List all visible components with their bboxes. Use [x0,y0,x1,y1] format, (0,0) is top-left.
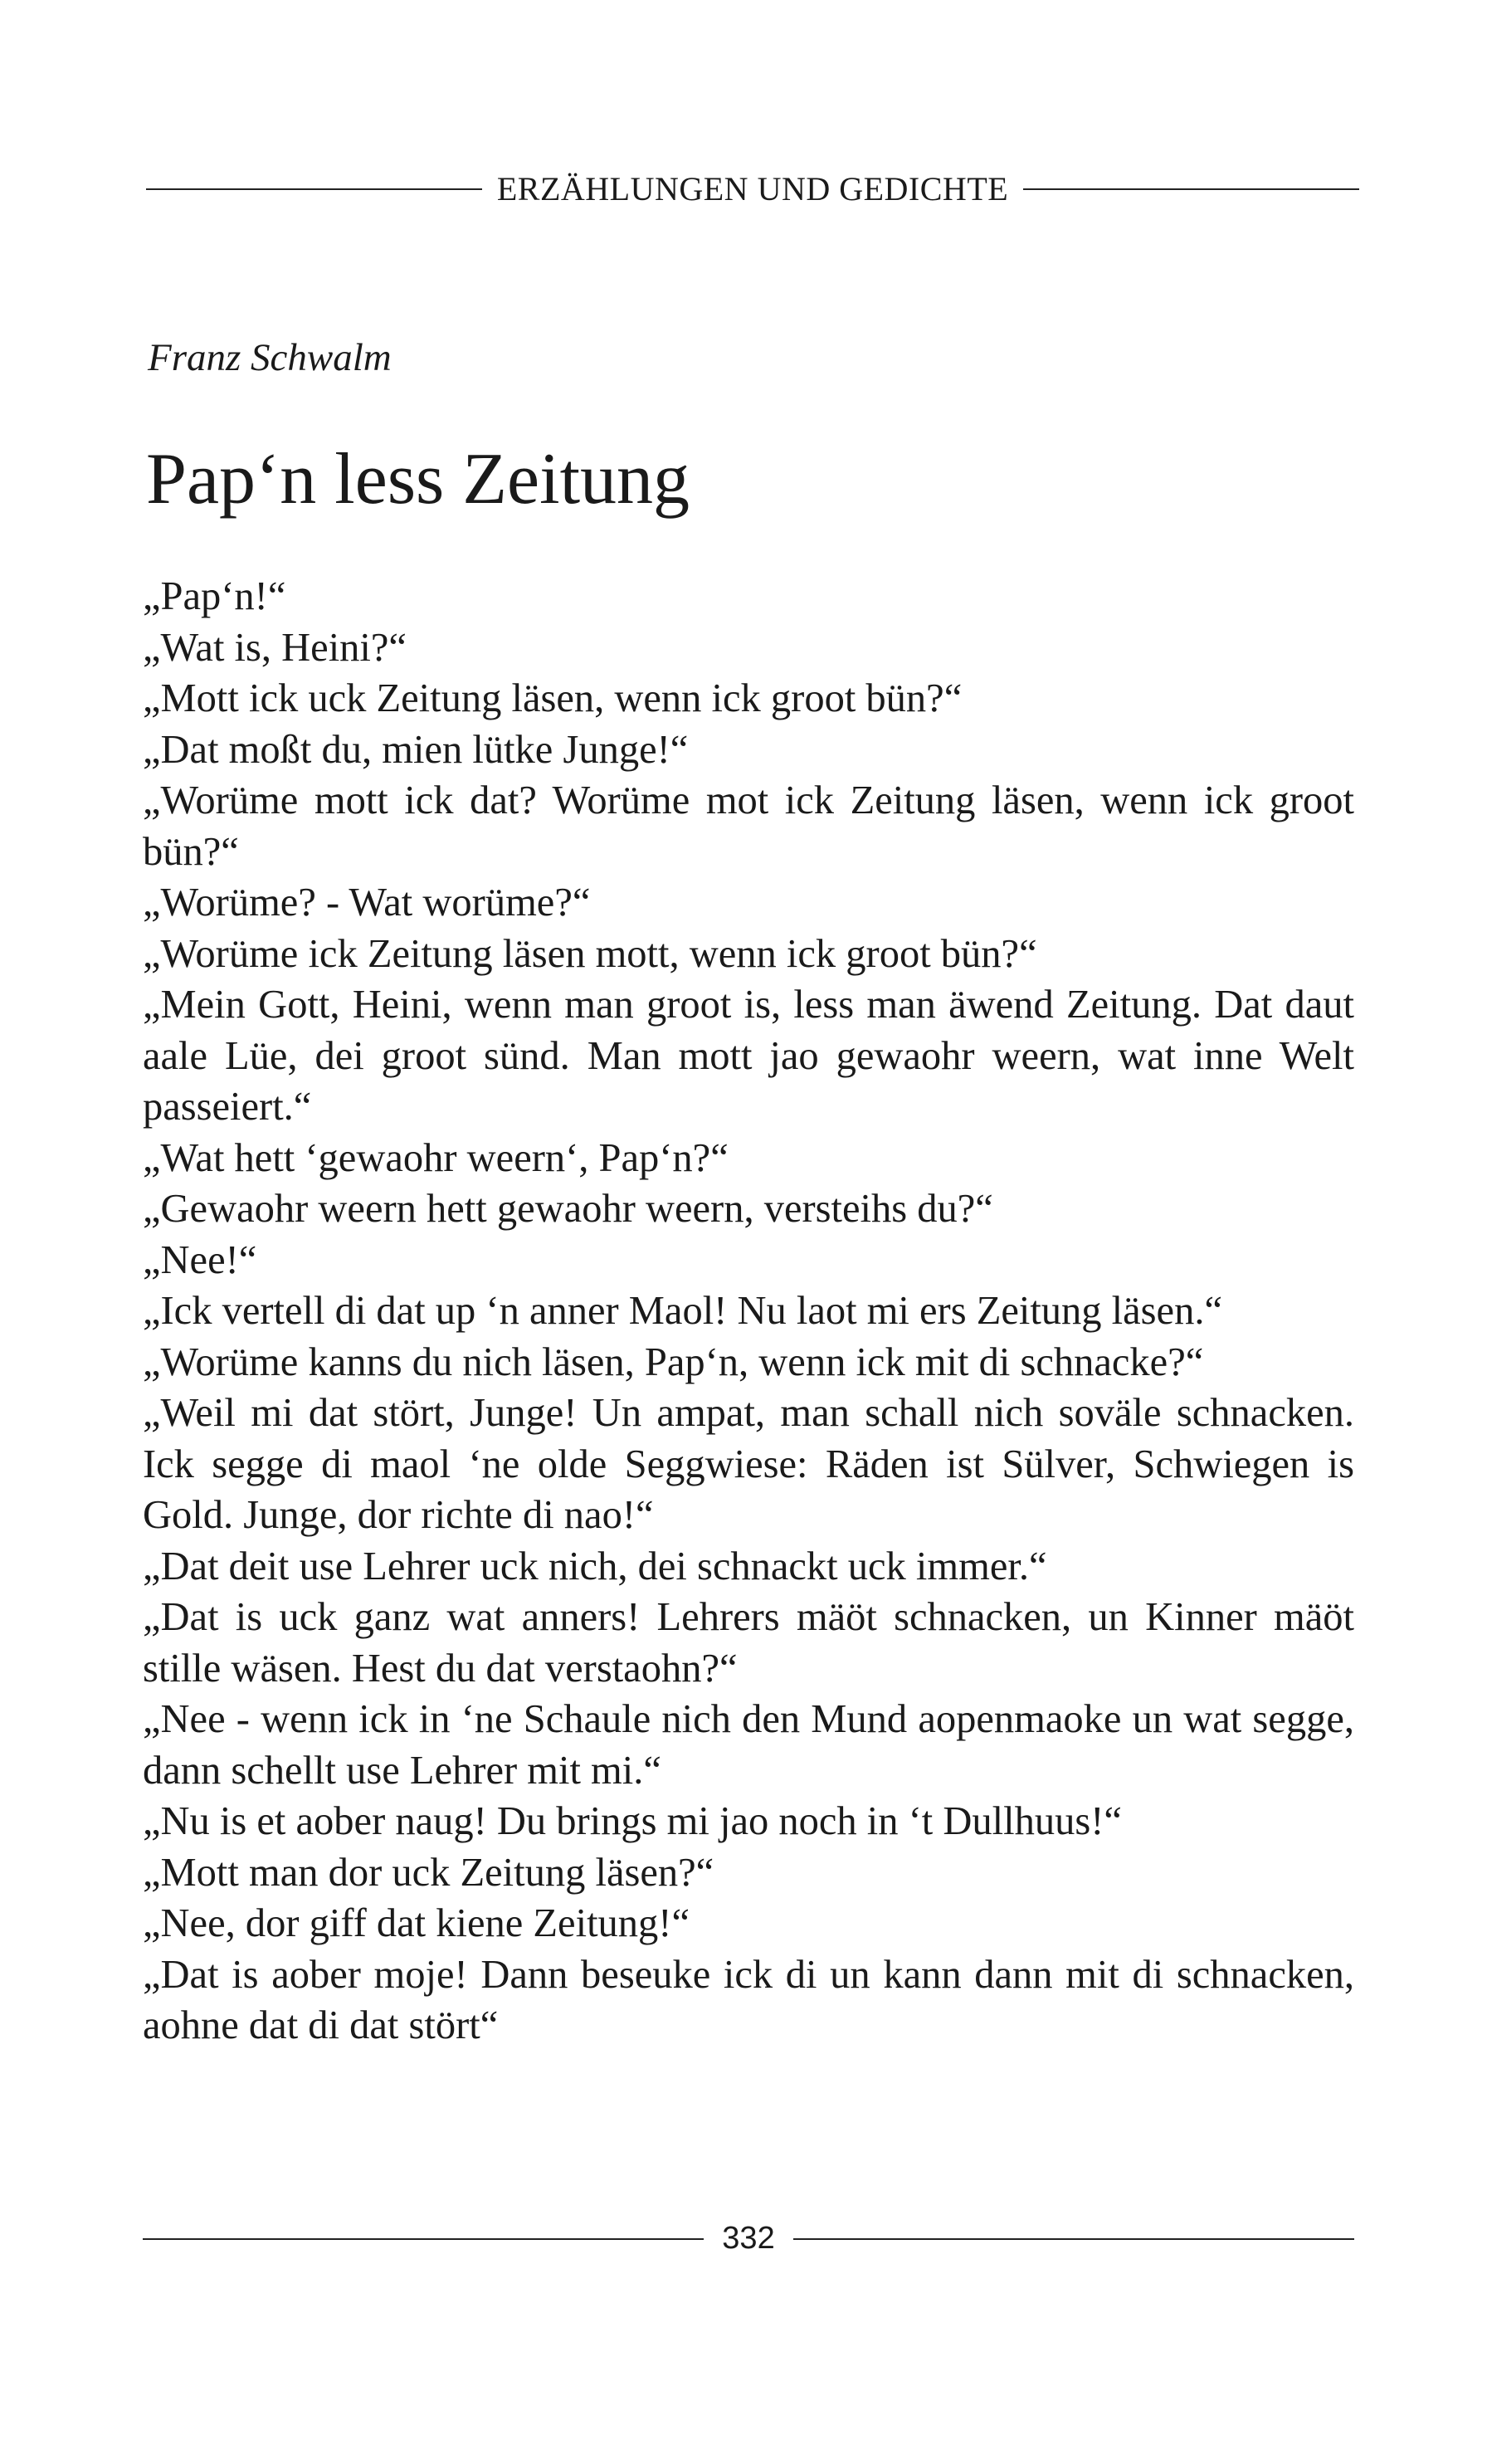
paragraph: „Worüme ick Zeitung läsen mott, wenn ick groot bün?“ [143,931,1037,976]
paragraph: „Wat is, Heini?“ [143,625,407,670]
paragraph: „Dat is aober moje! Dann beseuke ick di un kann dann mit di schnacken, aohne dat di dat stört“ [143,1952,1354,2047]
page-footer [143,2221,1354,2257]
paragraph: „Weil mi dat stört, Junge! Un ampat, man schall nich soväle schnacken. Ick segge di maol ‘ne olde Seggwiese: Räden ist Sülver, Schwiegen is Gold. Junge, dor richte di nao!“ [143,1391,1354,1537]
paragraph: „Worüme? - Wat worüme?“ [143,881,591,925]
article-body [143,571,1354,2052]
paragraph: „Dat moßt du, mien lütke Junge!“ [143,727,689,772]
paragraph: „Worüme mott ick dat? Worüme mot ick Zeitung läsen, wenn ick groot bün?“ [143,778,1354,874]
paragraph: „Dat is uck ganz wat anners! Lehrers mäöt schnacken, un Kinner mäöt stille wäsen. Hest du dat verstaohn?“ [143,1595,1354,1691]
paragraph: „Wat hett ‘gewaohr weern‘, Pap‘n?“ [143,1135,729,1180]
article-title: Pap‘n less Zeitung [146,439,690,520]
running-header [146,169,1359,208]
running-title: ERZÄHLUNGEN UND GEDICHTE [496,170,1009,207]
paragraph: „Dat deit use Lehrer uck nich, dei schnackt uck immer.“ [143,1544,1047,1588]
footer-rule-right [793,2238,1354,2240]
paragraph: „Mott ick uck Zeitung läsen, wenn ick groot bün?“ [143,676,963,720]
paragraph: „Nu is et aober naug! Du brings mi jao noch in ‘t Dullhuus!“ [143,1799,1122,1843]
header-rule-right [1023,188,1359,190]
paragraph: „Nee, dor giff dat kiene Zeitung!“ [143,1901,690,1945]
paragraph: „Nee!“ [143,1237,257,1282]
paragraph: „Ick vertell di dat up ‘n anner Maol! Nu laot mi ers Zeitung läsen.“ [143,1289,1222,1333]
page-number: 332 [722,2221,775,2256]
paragraph: „Mein Gott, Heini, wenn man groot is, less man äwend Zeitung. Dat daut aale Lüe, dei groot sünd. Man mott jao gewaohr weern, wat inne Welt passeiert.“ [143,983,1354,1129]
paragraph: „Nee - wenn ick in ‘ne Schaule nich den Mund aopenmaoke un wat segge, dann schellt use Lehrer mit mi.“ [143,1697,1354,1793]
author-name: Franz Schwalm [148,336,392,379]
paragraph: „Mott man dor uck Zeitung läsen?“ [143,1850,714,1895]
header-rule-left [146,188,482,190]
footer-rule-left [143,2238,704,2240]
paragraph: „Worüme kanns du nich läsen, Pap‘n, wenn ick mit di schnacke?“ [143,1339,1204,1384]
paragraph: „Pap‘n!“ [143,574,286,618]
paragraph: „Gewaohr weern hett gewaohr weern, versteihs du?“ [143,1187,993,1231]
